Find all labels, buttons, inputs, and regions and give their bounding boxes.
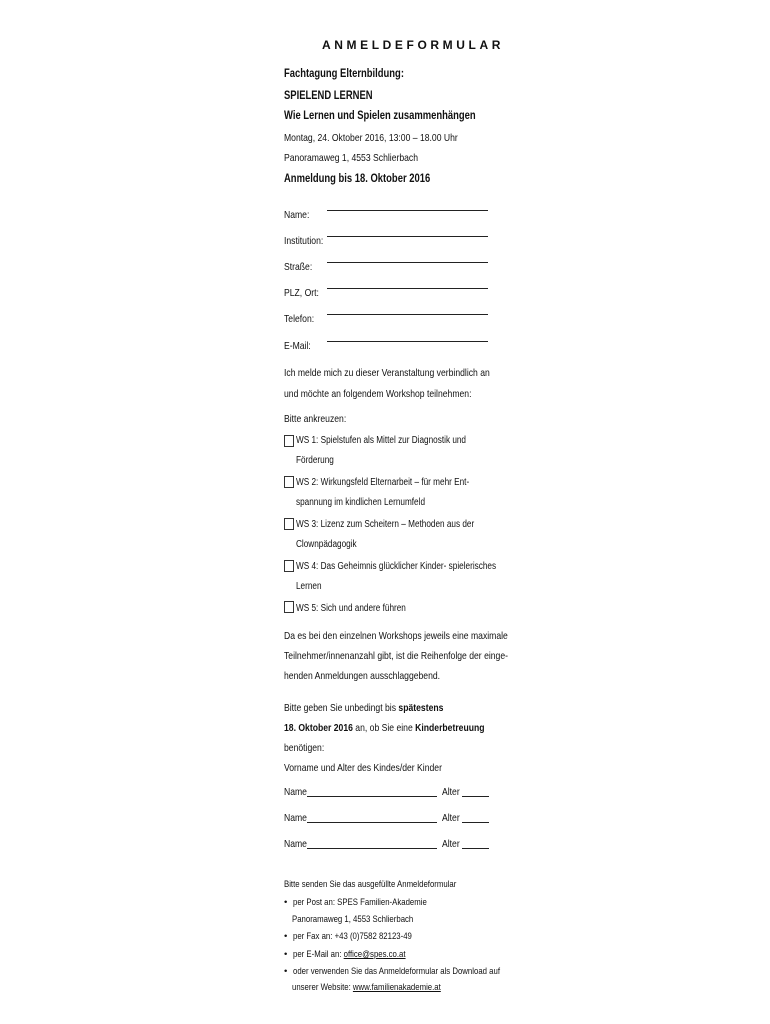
childcare-line-1: Bitte geben Sie unbedingt bis spätestens — [284, 702, 444, 714]
street-field[interactable] — [327, 262, 488, 263]
send-post: • per Post an: SPES Familien-Akademie — [284, 897, 427, 908]
institution-field[interactable] — [327, 236, 488, 237]
send-website: unserer Website: www.familienakademie.at — [292, 982, 441, 993]
send-download: • oder verwenden Sie das Anmeldeformular als Download auf — [284, 966, 500, 977]
field-label-email: E-Mail: — [284, 340, 311, 352]
event-subtitle: Wie Lernen und Spielen zusammenhängen — [284, 110, 476, 122]
notice-line-1: Da es bei den einzelnen Workshops jeweils eine maximale — [284, 630, 508, 642]
child-age-field[interactable] — [462, 787, 489, 797]
registration-statement-2: und möchte an folgendem Workshop teilnehmen: — [284, 388, 472, 400]
child-age-field[interactable] — [462, 839, 489, 849]
child-name-label: Name — [284, 838, 307, 850]
workshop-1-checkbox[interactable] — [284, 435, 294, 447]
workshop-3-checkbox[interactable] — [284, 518, 294, 530]
workshop-4-label: WS 4: Das Geheimnis glücklicher Kinder- spielerisches Lernen — [296, 561, 497, 592]
child-row — [284, 812, 460, 824]
field-label-phone: Telefon: — [284, 313, 315, 325]
workshop-5-label: WS 5: Sich und andere führen — [296, 603, 406, 614]
name-field[interactable] — [327, 210, 488, 211]
tick-instruction: Bitte ankreuzen: — [284, 413, 347, 425]
workshop-1-label: WS 1: Spielstufen als Mittel zur Diagnostik und Förderung — [296, 435, 467, 466]
child-age-field[interactable] — [462, 813, 489, 823]
registration-deadline: Anmeldung bis 18. Oktober 2016 — [284, 173, 431, 185]
child-row — [284, 786, 460, 798]
workshop-5-checkbox[interactable] — [284, 601, 294, 613]
phone-field[interactable] — [327, 314, 488, 315]
send-intro: Bitte senden Sie das ausgefüllte Anmeldeformular — [284, 879, 457, 890]
child-age-label: Alter — [442, 838, 460, 850]
field-label-name: Name: — [284, 209, 310, 221]
workshop-3-label: WS 3: Lizenz zum Scheitern – Methoden aus der Clownpädagogik — [296, 519, 475, 550]
send-post-address: Panoramaweg 1, 4553 Schlierbach — [292, 914, 414, 925]
registration-statement-1: Ich melde mich zu dieser Veranstaltung verbindlich an — [284, 367, 490, 379]
child-name-field[interactable] — [307, 839, 437, 849]
childcare-line-4: Vorname und Alter des Kindes/der Kinder — [284, 762, 442, 774]
workshop-4-checkbox[interactable] — [284, 560, 294, 572]
send-email: • per E-Mail an: office@spes.co.at — [284, 949, 406, 960]
email-field[interactable] — [327, 341, 488, 342]
event-address: Panoramaweg 1, 4553 Schlierbach — [284, 152, 419, 164]
workshop-2-checkbox[interactable] — [284, 476, 294, 488]
event-title: SPIELEND LERNEN — [284, 90, 373, 102]
form-title: ANMELDEFORMULAR — [322, 38, 504, 52]
bullet-icon: • — [284, 931, 288, 942]
bullet-icon: • — [284, 966, 288, 977]
email-link[interactable]: office@spes.co.at — [343, 949, 406, 960]
child-age-label: Alter — [442, 812, 460, 824]
childcare-line-2: 18. Oktober 2016 an, ob Sie eine Kinderbetreuung — [284, 722, 485, 734]
child-name-label: Name — [284, 812, 307, 824]
field-label-street: Straße: — [284, 261, 313, 273]
bullet-icon: • — [284, 949, 288, 960]
child-name-field[interactable] — [307, 787, 437, 797]
zip-city-field[interactable] — [327, 288, 488, 289]
notice-line-3: henden Anmeldungen ausschlaggebend. — [284, 670, 441, 682]
event-date: Montag, 24. Oktober 2016, 13:00 – 18.00 Uhr — [284, 132, 458, 144]
child-row — [284, 838, 460, 850]
event-series: Fachtagung Elternbildung: — [284, 68, 404, 80]
send-fax: • per Fax an: +43 (0)7582 82123-49 — [284, 931, 412, 942]
field-label-zip-city: PLZ, Ort: — [284, 287, 319, 299]
website-link[interactable]: www.familienakademie.at — [352, 982, 441, 993]
workshop-2-label: WS 2: Wirkungsfeld Elternarbeit – für mehr Ent- spannung im kindlichen Lernumfeld — [296, 477, 470, 508]
notice-line-2: Teilnehmer/innenanzahl gibt, ist die Reihenfolge der einge- — [284, 650, 509, 662]
field-label-institution: Institution: — [284, 235, 324, 247]
bullet-icon: • — [284, 897, 288, 908]
child-name-field[interactable] — [307, 813, 437, 823]
childcare-line-3: benötigen: — [284, 742, 325, 754]
child-name-label: Name — [284, 786, 307, 798]
child-age-label: Alter — [442, 786, 460, 798]
registration-form-page — [284, 0, 514, 1024]
